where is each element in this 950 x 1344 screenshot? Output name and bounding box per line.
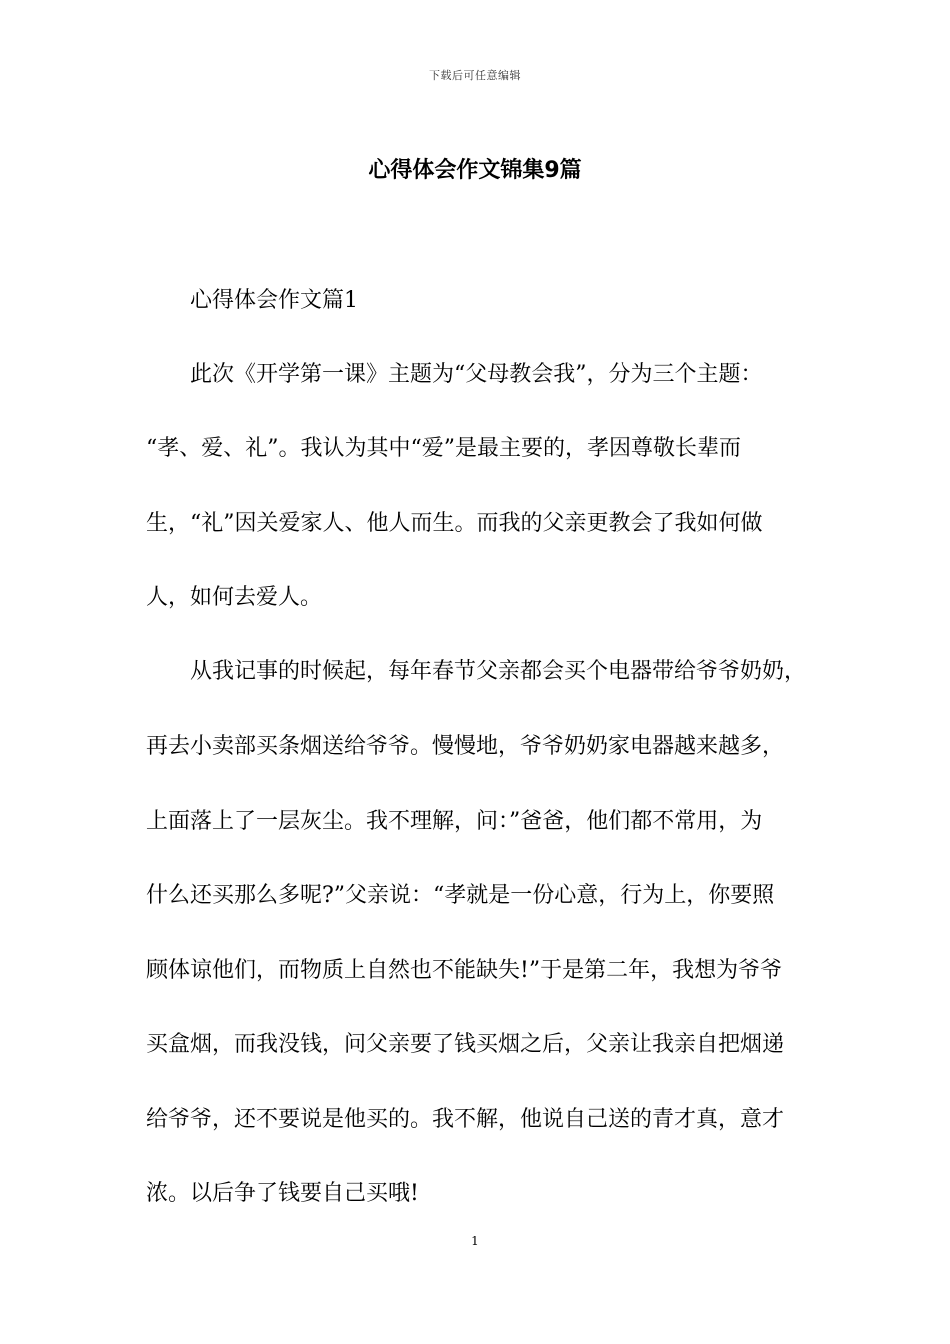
paragraph-line: 上面落上了一层灰尘。我不理解，问：”爸爸，他们都不常用，为 xyxy=(146,809,763,834)
paragraph-line: 生，“礼”因关爱家人、他人而生。而我的父亲更教会了我如何做 xyxy=(146,511,763,536)
paragraph-line: 人，如何去爱人。 xyxy=(146,585,323,610)
paragraph-line: “孝、爱、礼”。我认为其中“爱”是最主要的，孝因尊敬长辈而 xyxy=(146,436,741,461)
document-title: 心得体会作文锦集9篇 xyxy=(368,158,582,183)
paragraph-line: 从我记事的时候起，每年春节父亲都会买个电器带给爷爷奶奶， xyxy=(190,659,807,684)
paragraph-line: 什么还买那么多呢?”父亲说：“孝就是一份心意，行为上，你要照 xyxy=(146,883,775,908)
paragraph-line: 浓。以后争了钱要自己买哦! xyxy=(146,1181,419,1206)
section-heading: 心得体会作文篇1 xyxy=(190,288,358,313)
page-number: 1 xyxy=(471,1234,479,1248)
page-header: 下载后可任意编辑 xyxy=(429,69,521,82)
paragraph-line: 此次《开学第一课》主题为“父母教会我”，分为三个主题： xyxy=(190,362,763,387)
paragraph-line: 顾体谅他们，而物质上自然也不能缺失!”于是第二年，我想为爷爷 xyxy=(146,958,783,983)
paragraph-line: 给爷爷，还不要说是他买的。我不解，他说自己送的青才真，意才 xyxy=(146,1107,785,1132)
paragraph-line: 再去小卖部买条烟送给爷爷。慢慢地，爷爷奶奶家电器越来越多， xyxy=(146,734,785,759)
paragraph-line: 买盒烟，而我没钱，问父亲要了钱买烟之后，父亲让我亲自把烟递 xyxy=(146,1032,785,1057)
